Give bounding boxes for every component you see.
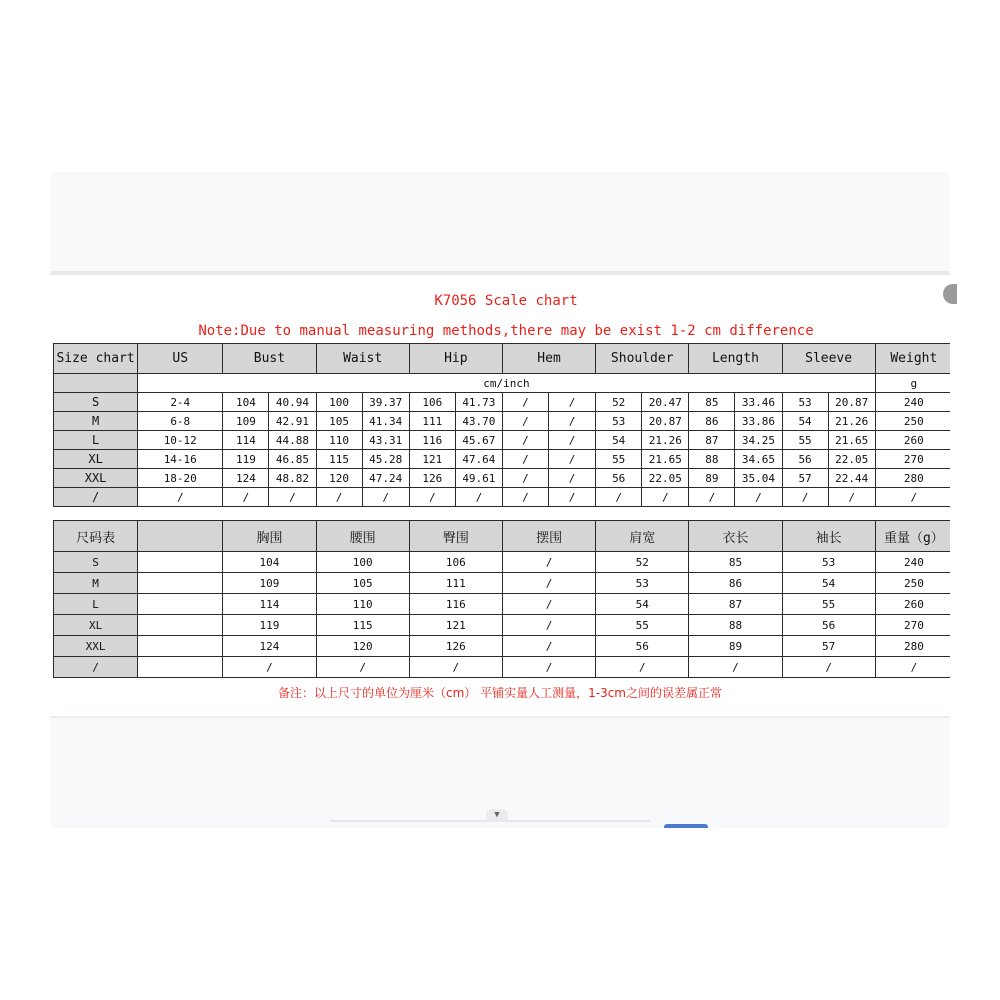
weight-cell: 250	[875, 412, 950, 431]
size-cell: /	[54, 657, 138, 678]
waist-inch-cell: 39.37	[362, 393, 409, 412]
table-row	[54, 573, 951, 594]
waist-inch-cell: /	[362, 488, 409, 507]
header-cell: 重量（g）	[875, 521, 950, 552]
hip-cm-cell: 111	[409, 412, 455, 431]
value-cell	[138, 573, 223, 594]
value-cell: 89	[689, 636, 782, 657]
shoulder-inch-cell: 20.87	[642, 412, 689, 431]
header-cell: 臀围	[409, 521, 502, 552]
value-cell: /	[502, 657, 595, 678]
value-cell: 260	[875, 594, 950, 615]
header-cell: Sleeve	[782, 344, 875, 374]
hem-inch-cell: /	[549, 469, 596, 488]
hip-inch-cell: 47.64	[455, 450, 502, 469]
hem-inch-cell: /	[549, 431, 596, 450]
us-size-cell: 18-20	[138, 469, 223, 488]
waist-inch-cell: 47.24	[362, 469, 409, 488]
bust-cm-cell: 119	[223, 450, 269, 469]
length-inch-cell: 34.65	[735, 450, 782, 469]
waist-cm-cell: 120	[316, 469, 362, 488]
header-cell: Size chart	[54, 344, 138, 374]
weight-cell: 240	[875, 393, 950, 412]
bust-cm-cell: 109	[223, 412, 269, 431]
us-size-cell: 14-16	[138, 450, 223, 469]
header-cell	[138, 521, 223, 552]
hip-cm-cell: 121	[409, 450, 455, 469]
value-cell	[138, 552, 223, 573]
value-cell: 53	[596, 573, 689, 594]
value-cell: /	[502, 594, 595, 615]
shoulder-inch-cell: 21.65	[642, 450, 689, 469]
value-cell: /	[875, 657, 950, 678]
value-cell: 116	[409, 594, 502, 615]
value-cell	[138, 615, 223, 636]
value-cell: /	[502, 552, 595, 573]
value-cell: /	[782, 657, 875, 678]
bust-inch-cell: 42.91	[269, 412, 316, 431]
chart-title: K7056 Scale chart	[434, 293, 578, 309]
header-cell: 肩宽	[596, 521, 689, 552]
size-cell	[54, 374, 138, 393]
value-cell: 280	[875, 636, 950, 657]
header-cell: US	[138, 344, 223, 374]
hip-inch-cell: 41.73	[455, 393, 502, 412]
shoulder-cm-cell: /	[596, 488, 642, 507]
value-cell	[138, 657, 223, 678]
chevron-down-icon[interactable]: ▼	[486, 809, 508, 821]
value-cell: 115	[316, 615, 409, 636]
hip-inch-cell: 45.67	[455, 431, 502, 450]
table-row	[54, 431, 951, 450]
table-row	[54, 594, 951, 615]
bust-inch-cell: 40.94	[269, 393, 316, 412]
hip-inch-cell: /	[455, 488, 502, 507]
waist-inch-cell: 45.28	[362, 450, 409, 469]
value-cell: 86	[689, 573, 782, 594]
hip-cm-cell: 106	[409, 393, 455, 412]
length-inch-cell: 35.04	[735, 469, 782, 488]
sleeve-inch-cell: 20.87	[828, 393, 875, 412]
hem-inch-cell: /	[549, 412, 596, 431]
table-row	[54, 657, 951, 678]
length-cm-cell: 88	[689, 450, 735, 469]
value-cell: 124	[223, 636, 316, 657]
length-cm-cell: 89	[689, 469, 735, 488]
header-cell: Bust	[223, 344, 316, 374]
table-row	[54, 469, 951, 488]
value-cell: /	[316, 657, 409, 678]
chinese-size-table	[53, 520, 950, 678]
shoulder-inch-cell: 21.26	[642, 431, 689, 450]
value-cell: /	[502, 636, 595, 657]
header-cell: Length	[689, 344, 782, 374]
sleeve-inch-cell: 22.44	[828, 469, 875, 488]
bust-inch-cell: 44.88	[269, 431, 316, 450]
value-cell: 88	[689, 615, 782, 636]
header-cell: 衣长	[689, 521, 782, 552]
header-cell: 尺码表	[54, 521, 138, 552]
bust-cm-cell: 124	[223, 469, 269, 488]
sleeve-cm-cell: 55	[782, 431, 828, 450]
unit-row	[54, 374, 951, 393]
weight-cell: /	[875, 488, 950, 507]
accent-tab[interactable]	[664, 824, 708, 828]
weight-cell: 280	[875, 469, 950, 488]
value-cell: 109	[223, 573, 316, 594]
value-cell: 56	[782, 615, 875, 636]
hip-inch-cell: 43.70	[455, 412, 502, 431]
value-cell: 52	[596, 552, 689, 573]
chinese-note: 备注：以上尺寸的单位为厘米（cm） 平铺实量人工测量，1-3cm之间的误差属正常	[278, 686, 722, 700]
size-cell: M	[54, 573, 138, 594]
hem-cm-cell: /	[502, 412, 548, 431]
sleeve-inch-cell: 21.65	[828, 431, 875, 450]
value-cell: 111	[409, 573, 502, 594]
size-cell: L	[54, 594, 138, 615]
length-cm-cell: 86	[689, 412, 735, 431]
table-row	[54, 615, 951, 636]
value-cell: 87	[689, 594, 782, 615]
size-cell: S	[54, 552, 138, 573]
hem-inch-cell: /	[549, 393, 596, 412]
value-cell: 54	[596, 594, 689, 615]
shoulder-cm-cell: 56	[596, 469, 642, 488]
scroll-handle[interactable]	[943, 284, 957, 304]
value-cell: /	[223, 657, 316, 678]
header-cell: Hem	[502, 344, 595, 374]
shoulder-inch-cell: 20.47	[642, 393, 689, 412]
hem-cm-cell: /	[502, 488, 548, 507]
hip-cm-cell: 116	[409, 431, 455, 450]
value-cell: 85	[689, 552, 782, 573]
length-inch-cell: /	[735, 488, 782, 507]
table-row	[54, 636, 951, 657]
header-cell: Hip	[409, 344, 502, 374]
waist-inch-cell: 43.31	[362, 431, 409, 450]
sleeve-cm-cell: 56	[782, 450, 828, 469]
length-cm-cell: /	[689, 488, 735, 507]
header-cell: Waist	[316, 344, 409, 374]
value-cell: 104	[223, 552, 316, 573]
sleeve-cm-cell: /	[782, 488, 828, 507]
value-cell: /	[596, 657, 689, 678]
size-cell: S	[54, 393, 138, 412]
bust-cm-cell: /	[223, 488, 269, 507]
sleeve-cm-cell: 54	[782, 412, 828, 431]
value-cell: 55	[596, 615, 689, 636]
value-cell: /	[502, 573, 595, 594]
value-cell: 100	[316, 552, 409, 573]
value-cell: 119	[223, 615, 316, 636]
value-cell: /	[502, 615, 595, 636]
value-cell: 250	[875, 573, 950, 594]
hip-inch-cell: 49.61	[455, 469, 502, 488]
hem-inch-cell: /	[549, 450, 596, 469]
value-cell: 105	[316, 573, 409, 594]
table-row	[54, 412, 951, 431]
size-cell: XXL	[54, 636, 138, 657]
sleeve-cm-cell: 53	[782, 393, 828, 412]
hip-cm-cell: 126	[409, 469, 455, 488]
header-cell: Shoulder	[596, 344, 689, 374]
shoulder-cm-cell: 52	[596, 393, 642, 412]
unit-label: g	[875, 374, 950, 393]
table-row	[54, 552, 951, 573]
value-cell: 270	[875, 615, 950, 636]
unit-label: cm/inch	[138, 374, 876, 393]
value-cell: 126	[409, 636, 502, 657]
hem-inch-cell: /	[549, 488, 596, 507]
shoulder-inch-cell: 22.05	[642, 469, 689, 488]
size-cell: L	[54, 431, 138, 450]
us-size-cell: 6-8	[138, 412, 223, 431]
table-row	[54, 393, 951, 412]
waist-cm-cell: 115	[316, 450, 362, 469]
sleeve-inch-cell: 22.05	[828, 450, 875, 469]
value-cell: 54	[782, 573, 875, 594]
waist-cm-cell: 100	[316, 393, 362, 412]
length-inch-cell: 33.86	[735, 412, 782, 431]
header-cell: 胸围	[223, 521, 316, 552]
header-cell: Weight	[875, 344, 950, 374]
size-cell: XL	[54, 450, 138, 469]
table-row	[54, 450, 951, 469]
size-cell: M	[54, 412, 138, 431]
value-cell: 53	[782, 552, 875, 573]
value-cell: 240	[875, 552, 950, 573]
hem-cm-cell: /	[502, 469, 548, 488]
hem-cm-cell: /	[502, 431, 548, 450]
waist-inch-cell: 41.34	[362, 412, 409, 431]
shoulder-cm-cell: 53	[596, 412, 642, 431]
length-cm-cell: 87	[689, 431, 735, 450]
bust-cm-cell: 104	[223, 393, 269, 412]
us-size-cell: 10-12	[138, 431, 223, 450]
chart-note: Note:Due to manual measuring methods,there may be exist 1-2 cm difference	[198, 323, 814, 339]
bust-inch-cell: /	[269, 488, 316, 507]
hem-cm-cell: /	[502, 450, 548, 469]
shoulder-cm-cell: 54	[596, 431, 642, 450]
shoulder-cm-cell: 55	[596, 450, 642, 469]
value-cell: 120	[316, 636, 409, 657]
value-cell	[138, 636, 223, 657]
size-cell: XXL	[54, 469, 138, 488]
sleeve-inch-cell: /	[828, 488, 875, 507]
value-cell: 114	[223, 594, 316, 615]
bust-inch-cell: 46.85	[269, 450, 316, 469]
sleeve-cm-cell: 57	[782, 469, 828, 488]
english-size-table	[53, 343, 950, 507]
waist-cm-cell: 110	[316, 431, 362, 450]
us-size-cell: 2-4	[138, 393, 223, 412]
value-cell: /	[409, 657, 502, 678]
value-cell: 121	[409, 615, 502, 636]
shoulder-inch-cell: /	[642, 488, 689, 507]
sleeve-inch-cell: 21.26	[828, 412, 875, 431]
bust-cm-cell: 114	[223, 431, 269, 450]
table-header-row	[54, 344, 951, 374]
value-cell: 106	[409, 552, 502, 573]
weight-cell: 270	[875, 450, 950, 469]
value-cell: 57	[782, 636, 875, 657]
length-inch-cell: 33.46	[735, 393, 782, 412]
bust-inch-cell: 48.82	[269, 469, 316, 488]
weight-cell: 260	[875, 431, 950, 450]
size-cell: XL	[54, 615, 138, 636]
size-chart-sheet	[50, 275, 950, 715]
size-cell: /	[54, 488, 138, 507]
header-cell: 摆围	[502, 521, 595, 552]
hem-cm-cell: /	[502, 393, 548, 412]
waist-cm-cell: /	[316, 488, 362, 507]
header-cell: 腰围	[316, 521, 409, 552]
top-background-band	[50, 172, 950, 272]
table-header-row	[54, 521, 951, 552]
waist-cm-cell: 105	[316, 412, 362, 431]
length-inch-cell: 34.25	[735, 431, 782, 450]
us-size-cell: /	[138, 488, 223, 507]
hip-cm-cell: /	[409, 488, 455, 507]
value-cell: 56	[596, 636, 689, 657]
header-cell: 袖长	[782, 521, 875, 552]
value-cell	[138, 594, 223, 615]
value-cell: 110	[316, 594, 409, 615]
table-row	[54, 488, 951, 507]
length-cm-cell: 85	[689, 393, 735, 412]
value-cell: /	[689, 657, 782, 678]
value-cell: 55	[782, 594, 875, 615]
